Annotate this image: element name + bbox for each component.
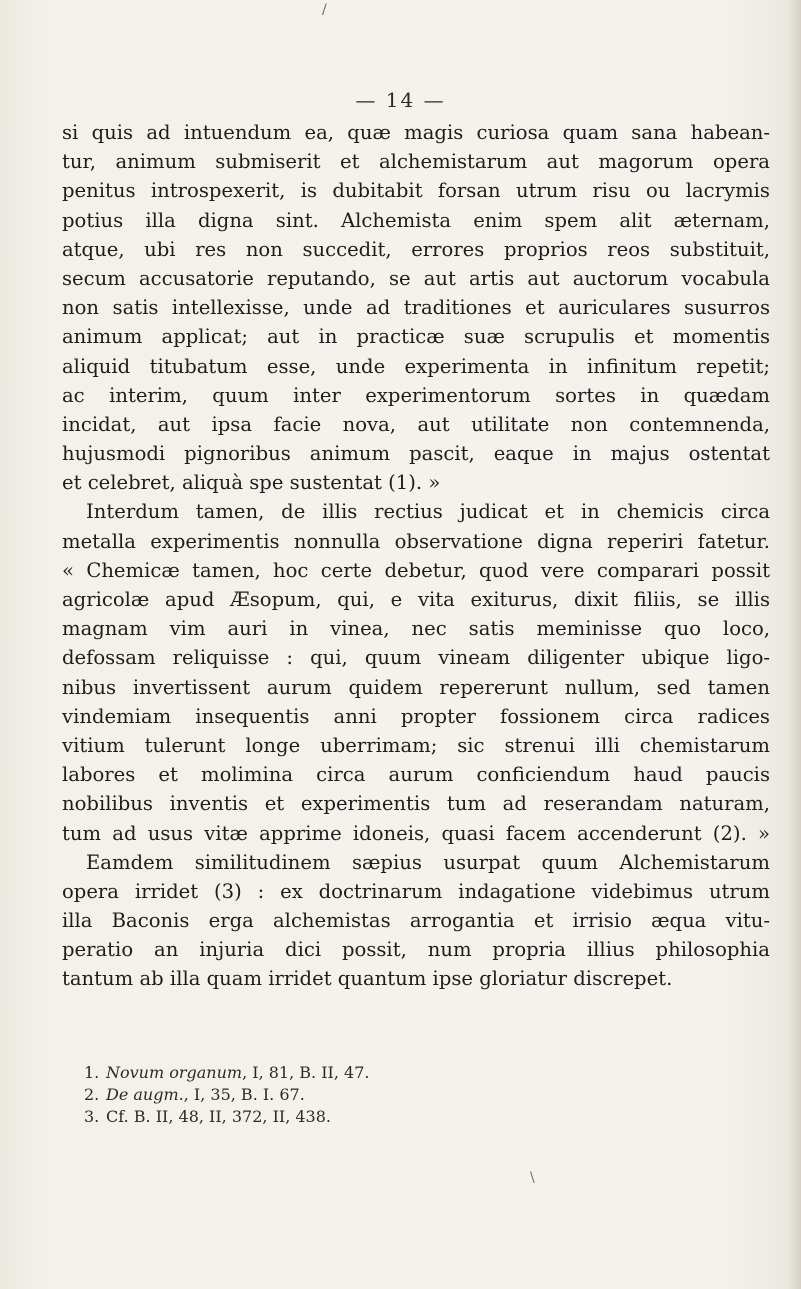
text-line: illa Baconis erga alchemistas arrogantia et irrisio æqua vitu-: [62, 909, 770, 933]
footnote-number: 3.: [84, 1107, 100, 1126]
text-line: tum ad usus vitæ apprime idoneis, quasi facem accenderunt (2). »: [62, 821, 770, 845]
footnote-title: Novum organum: [106, 1063, 243, 1082]
text-line: non satis intellexisse, unde ad traditiones et auriculares susurros: [62, 296, 770, 320]
page-number: — 14 —: [355, 88, 446, 112]
text-line: potius illa digna sint. Alchemista enim spem alit æternam,: [62, 208, 770, 232]
text-line: metalla experimentis nonnulla observatione digna reperiri fatetur.: [62, 529, 770, 553]
footnote-reference: , I, 81, B. II, 47.: [242, 1063, 370, 1082]
text-line: penitus introspexerit, is dubitabit forsan utrum risu ou lacrymis: [62, 179, 770, 203]
top-stray-mark: /: [322, 2, 327, 18]
text-line: si quis ad intuendum ea, quæ magis curiosa quam sana habean-: [62, 121, 770, 144]
footnote-reference: Cf. B. II, 48, II, 372, II, 438.: [106, 1107, 331, 1126]
text-line: atque, ubi res non succedit, errores proprios reos substituit,: [62, 237, 770, 261]
text-line: Interdum tamen, de illis rectius judicat et in chemicis circa: [86, 500, 770, 524]
text-line: aliquid titubatum esse, unde experimenta in infinitum repetit;: [62, 354, 770, 378]
text-line: tantum ab illa quam irridet quantum ipse gloriatur discrepet.: [62, 967, 673, 991]
text-line: hujusmodi pignoribus animum pascit, eaque in majus ostentat: [62, 442, 770, 466]
bottom-stray-mark: \: [530, 1170, 535, 1186]
text-line: vindemiam insequentis anni propter fossionem circa radices: [62, 704, 770, 728]
text-line: vitium tulerunt longe uberrimam; sic strenui illi chemistarum: [62, 733, 770, 757]
footnote-number: 1.: [84, 1063, 100, 1082]
text-line: opera irridet (3) : ex doctrinarum indagatione videbimus utrum: [62, 879, 770, 903]
text-line: magnam vim auri in vinea, nec satis meminisse quo loco,: [62, 617, 770, 641]
text-line: nibus invertissent aurum quidem repererunt nullum, sed tamen: [62, 675, 770, 699]
page-edge-shadow: [787, 0, 801, 1289]
text-line: et celebret, aliquà spe sustentat (1). »: [62, 471, 441, 495]
text-line: nobilibus inventis et experimentis tum ad reserandam naturam,: [62, 792, 770, 816]
text-line: secum accusatorie reputando, se aut artis aut auctorum vocabula: [62, 266, 770, 290]
text-line: tur, animum submiserit et alchemistarum aut magorum opera: [62, 150, 770, 174]
text-line: incidat, aut ipsa facie nova, aut utilitate non contemnenda,: [62, 412, 770, 436]
body-text: [62, 118, 770, 994]
text-line: « Chemicæ tamen, hoc certe debetur, quod vere comparari possit: [62, 558, 770, 582]
text-line: labores et molimina circa aurum conficiendum haud paucis: [62, 763, 770, 787]
text-line: agricolæ apud Æsopum, qui, e vita exiturus, dixit filiis, se illis: [62, 588, 770, 611]
footnote: [84, 1106, 584, 1128]
text-line: Eamdem similitudinem sæpius usurpat quum Alchemistarum: [86, 850, 770, 874]
text-line: animum applicat; aut in practicæ suæ scrupulis et momentis: [62, 325, 770, 349]
text-line: ac interim, quum inter experimentorum sortes in quædam: [62, 383, 770, 407]
footnote-reference: , I, 35, B. I. 67.: [183, 1085, 305, 1104]
footnotes: [84, 1062, 584, 1128]
footnote-title: De augm.: [106, 1085, 184, 1104]
text-line: defossam reliquisse : qui, quum vineam diligenter ubique ligo-: [62, 646, 770, 670]
footnote: [84, 1062, 584, 1084]
footnote-number: 2.: [84, 1085, 100, 1104]
text-line: peratio an injuria dici possit, num propria illius philosophia: [62, 938, 770, 962]
footnote: [84, 1084, 584, 1106]
